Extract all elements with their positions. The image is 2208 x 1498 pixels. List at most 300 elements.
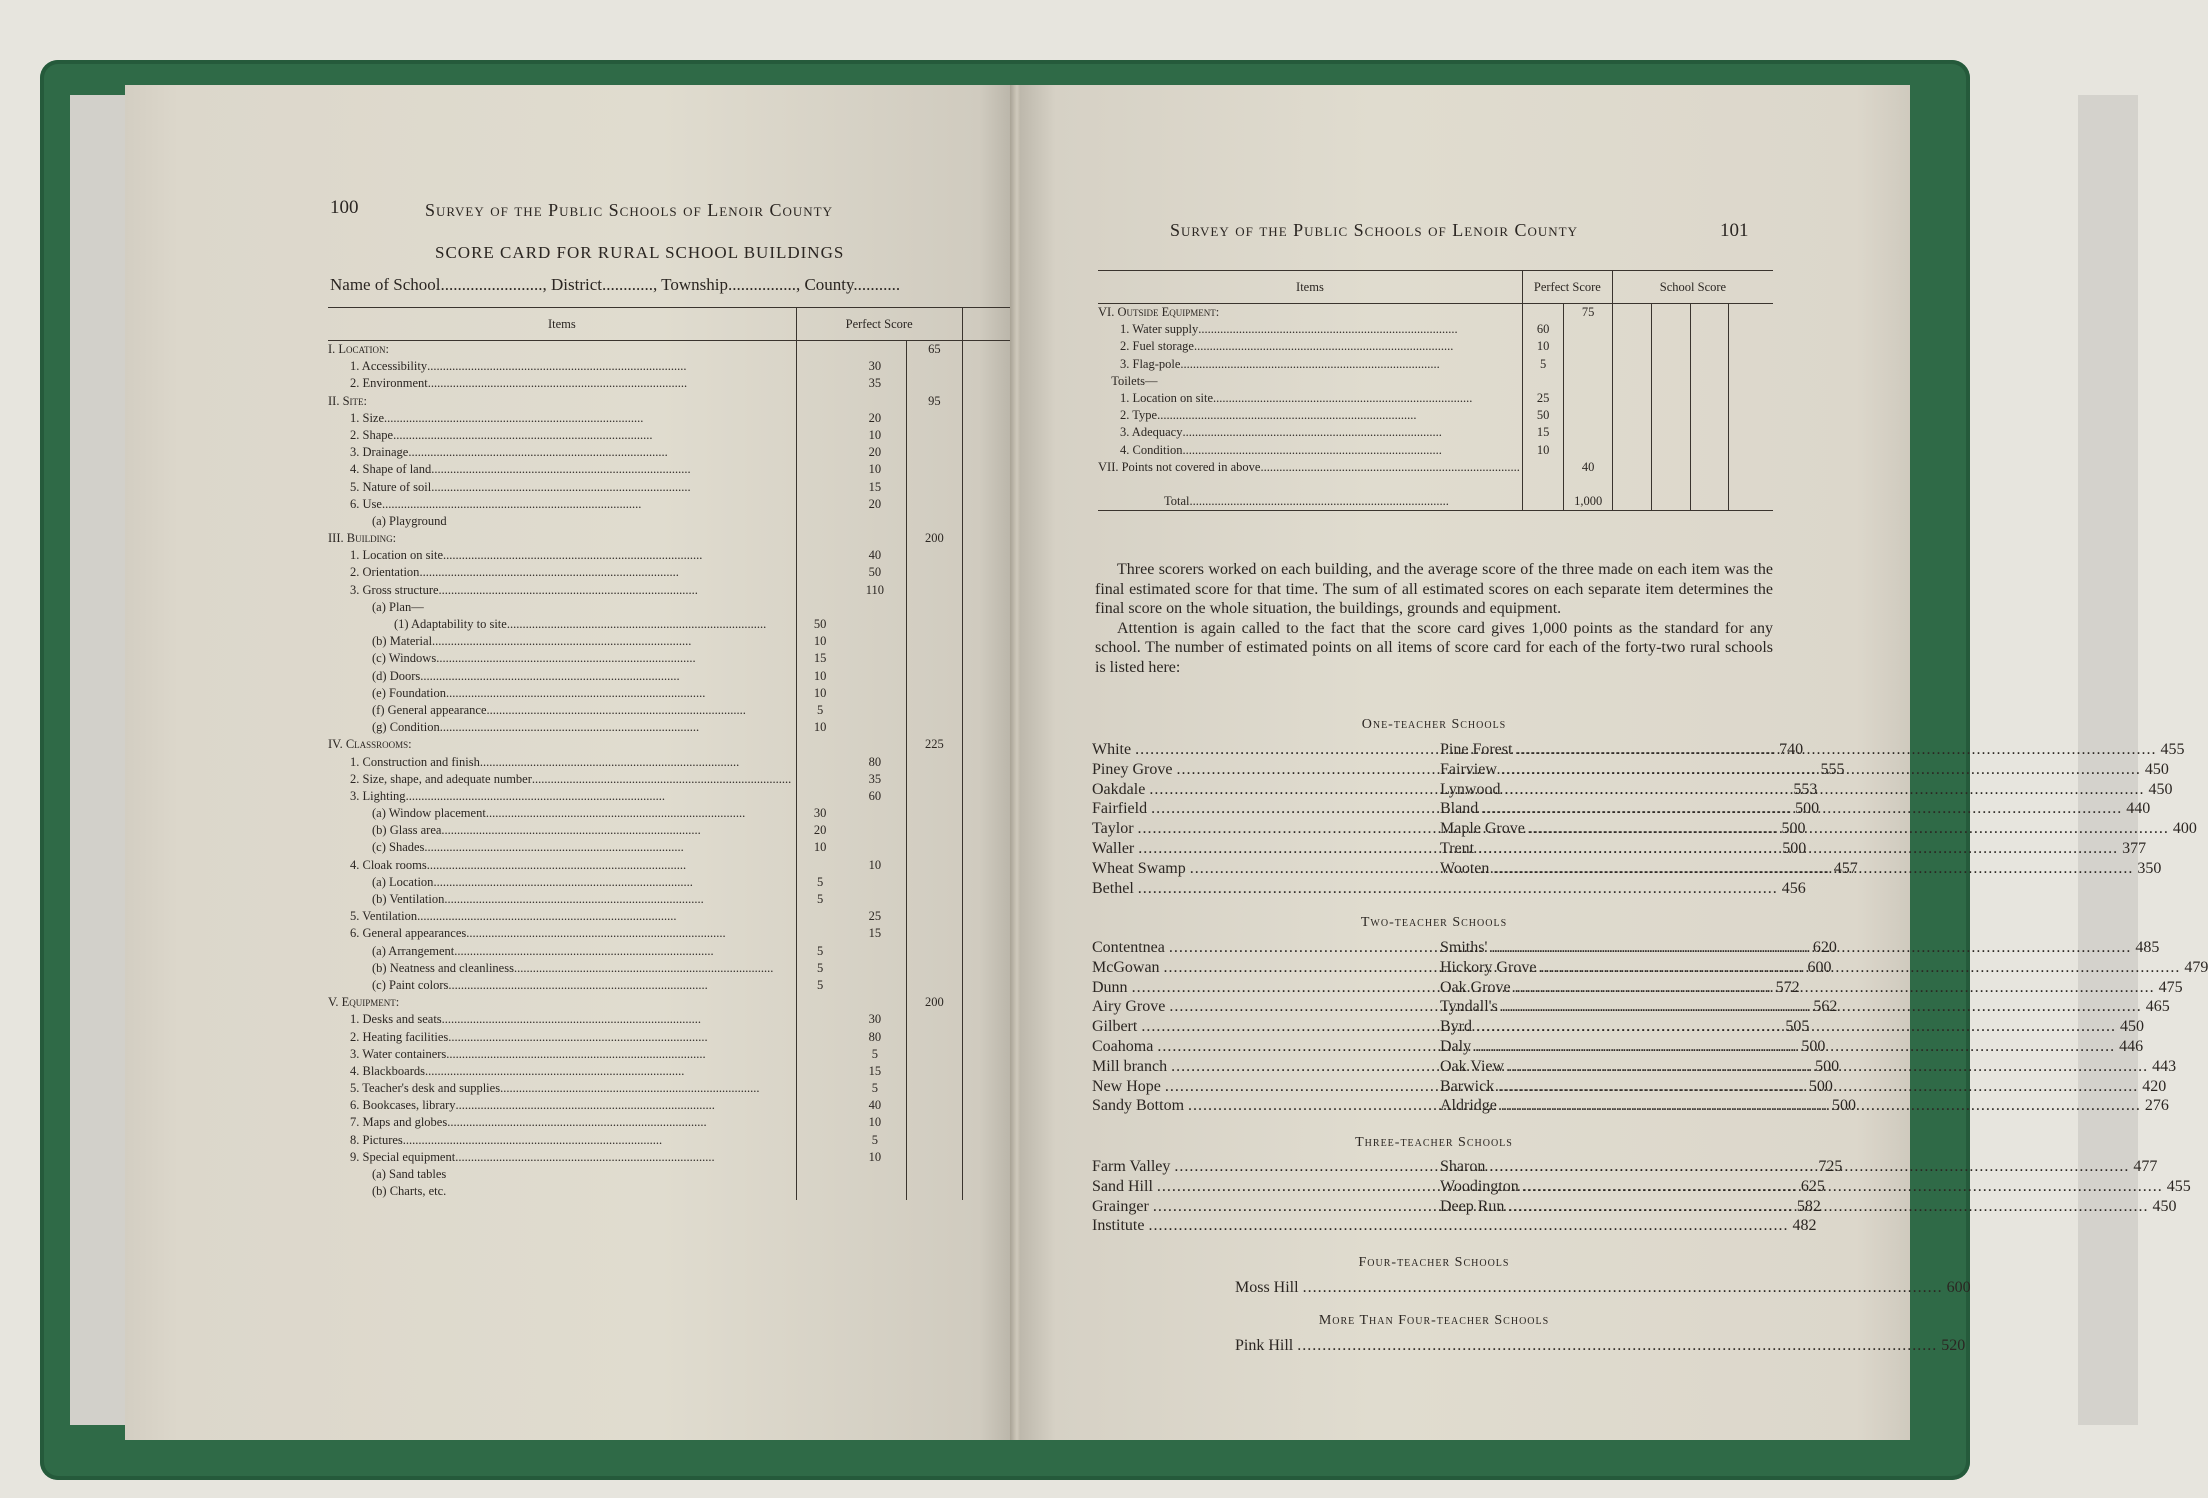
score-cell bbox=[843, 650, 906, 667]
score-cell bbox=[843, 668, 906, 685]
score-cell bbox=[907, 616, 962, 633]
score-cell: 10 bbox=[868, 1149, 882, 1164]
running-head-right: Survey of the Public Schools of Lenoir County bbox=[1170, 220, 1578, 240]
score-cell: 95 bbox=[907, 393, 962, 410]
score-cell bbox=[796, 736, 843, 753]
school-score-cell bbox=[1612, 304, 1651, 322]
school-name: Oak View bbox=[1440, 1057, 1505, 1075]
score-cell: 5 bbox=[796, 702, 843, 719]
school-score: 600 bbox=[1807, 958, 1832, 976]
school-score: 450 bbox=[2120, 1018, 2144, 1036]
item-label: 2. Size, shape, and adequate number................................................................................... bbox=[350, 771, 792, 786]
score-cell bbox=[1522, 304, 1564, 322]
score-cell bbox=[907, 358, 962, 375]
score-cell bbox=[907, 822, 962, 839]
score-cell: 30 bbox=[868, 359, 882, 374]
table-row bbox=[1098, 338, 1773, 355]
score-cell bbox=[907, 1114, 962, 1131]
score-cell bbox=[796, 513, 843, 530]
score-cell bbox=[843, 530, 906, 547]
school-score: 482 bbox=[1792, 1217, 1817, 1235]
item-label: (b) Ventilation................................................................................... bbox=[372, 892, 704, 906]
score-cell bbox=[796, 1080, 843, 1097]
item-label: 2. Shape................................................................................... bbox=[350, 427, 653, 442]
list-item bbox=[1092, 879, 1806, 899]
score-cell bbox=[843, 719, 906, 736]
school-score-cell bbox=[1651, 390, 1690, 407]
school-name: Taylor bbox=[1092, 820, 1134, 838]
table-row bbox=[1098, 356, 1773, 373]
item-label: 5. Teacher's desk and supplies................................................................................... bbox=[350, 1081, 760, 1096]
score-cell bbox=[796, 1029, 843, 1046]
item-label: 5. Ventilation................................................................................... bbox=[350, 909, 677, 924]
score-cell bbox=[1522, 373, 1564, 390]
school-score-cell bbox=[1690, 338, 1729, 355]
item-label: (a) Window placement................................................................................... bbox=[372, 806, 746, 821]
score-cell bbox=[843, 513, 906, 530]
item-label: 2. Heating facilities................................................................................... bbox=[350, 1029, 708, 1044]
table-row bbox=[1098, 304, 1773, 322]
school-name: Sand Hill bbox=[1092, 1177, 1153, 1195]
item-label: 2. Fuel storage................................................................................... bbox=[1120, 339, 1454, 354]
score-cell bbox=[907, 805, 962, 822]
score-cell bbox=[843, 702, 906, 719]
school-name: Smiths' bbox=[1440, 939, 1488, 956]
item-label: Toilets— bbox=[1111, 373, 1158, 388]
page-number: 100 bbox=[330, 197, 359, 218]
score-cell bbox=[796, 1132, 843, 1149]
score-cell bbox=[1564, 338, 1612, 355]
four-teacher-heading: Four-teacher Schools bbox=[1358, 1255, 1510, 1270]
item-label: (b) Charts, etc. bbox=[372, 1184, 447, 1199]
score-cell: 20 bbox=[796, 822, 843, 839]
school-score-cell bbox=[1612, 407, 1651, 424]
school-score-cell bbox=[1690, 373, 1729, 390]
school-score-cell bbox=[1729, 338, 1773, 355]
item-label: 2. Orientation................................................................................... bbox=[350, 565, 679, 580]
score-cell bbox=[796, 771, 843, 788]
school-score: 450 bbox=[2148, 780, 2173, 798]
col-items-right: Items bbox=[1098, 271, 1522, 304]
school-score: 350 bbox=[2137, 859, 2162, 877]
score-cell bbox=[843, 599, 906, 616]
item-label: 1. Location on site................................................................................... bbox=[1120, 390, 1473, 405]
item-label: (c) Windows................................................................................... bbox=[372, 651, 696, 666]
score-cell bbox=[796, 427, 843, 444]
score-cell bbox=[796, 444, 843, 461]
school-score: 446 bbox=[2119, 1037, 2144, 1055]
school-score-cell bbox=[1651, 407, 1690, 424]
score-cell bbox=[907, 908, 962, 925]
table-row bbox=[1098, 390, 1773, 407]
item-label: (c) Paint colors................................................................................... bbox=[372, 977, 708, 992]
item-label: 2. Environment................................................................................... bbox=[350, 376, 688, 391]
school-score: 725 bbox=[1818, 1158, 1843, 1175]
score-cell bbox=[1522, 476, 1564, 493]
score-cell bbox=[796, 788, 843, 805]
school-name: Oakdale bbox=[1092, 780, 1146, 798]
item-label: (1) Adaptability to site................................................................................... bbox=[394, 617, 767, 631]
paragraph-2: Attention is again called to the fact that the score card gives 1,000 points as the standard for any school. The number of estimated points on all items of score card for each of the forty-two rural schools is listed here: bbox=[1095, 619, 1773, 676]
school-score-cell bbox=[1690, 476, 1729, 493]
school-score-cell bbox=[1612, 476, 1651, 493]
score-cell bbox=[907, 1029, 962, 1046]
school-name: Wheat Swamp bbox=[1092, 859, 1186, 877]
score-cell: 25 bbox=[1522, 390, 1564, 407]
score-cell: 80 bbox=[868, 754, 882, 769]
score-cell bbox=[1564, 356, 1612, 373]
item-label: 4. Blackboards................................................................................... bbox=[350, 1063, 685, 1078]
school-name: Institute bbox=[1092, 1217, 1145, 1235]
score-cell: 80 bbox=[868, 1029, 882, 1044]
school-name: Lynwood bbox=[1440, 780, 1501, 798]
table-row bbox=[1098, 493, 1773, 511]
school-score: 740 bbox=[1779, 741, 1804, 758]
school-score: 400 bbox=[2172, 820, 2197, 838]
score-cell bbox=[907, 874, 962, 891]
score-cell bbox=[907, 960, 962, 977]
item-label: 1. Accessibility................................................................................... bbox=[350, 359, 687, 374]
score-cell bbox=[1564, 407, 1612, 424]
score-cell bbox=[907, 1011, 962, 1028]
school-score: 500 bbox=[1781, 820, 1806, 838]
score-cell bbox=[843, 393, 906, 410]
score-cell: 30 bbox=[796, 805, 843, 822]
score-cell bbox=[907, 1183, 962, 1200]
item-label: 7. Maps and globes................................................................................... bbox=[350, 1115, 707, 1130]
item-label: VI. Outside Equipment: bbox=[1098, 305, 1220, 319]
score-cell: 1,000 bbox=[1564, 493, 1612, 511]
school-score: 500 bbox=[1808, 1077, 1833, 1095]
score-cell: 10 bbox=[868, 857, 882, 872]
score-cell: 50 bbox=[1522, 407, 1564, 424]
item-label: 3. Drainage................................................................................... bbox=[350, 445, 668, 460]
score-cell: 10 bbox=[796, 685, 843, 702]
score-cell: 10 bbox=[1522, 338, 1564, 355]
score-cell bbox=[907, 702, 962, 719]
school-score: 450 bbox=[2144, 760, 2169, 778]
score-cell bbox=[1564, 476, 1612, 493]
score-cell: 10 bbox=[868, 462, 882, 477]
school-score: 485 bbox=[2135, 939, 2160, 956]
score-cell: 35 bbox=[868, 376, 882, 391]
table-row bbox=[1098, 424, 1773, 441]
school-score-cell bbox=[1612, 356, 1651, 373]
running-head: Survey of the Public Schools of Lenoir County bbox=[425, 200, 833, 220]
score-cell bbox=[796, 358, 843, 375]
school-name: Barwick bbox=[1440, 1077, 1495, 1095]
score-cell: 5 bbox=[1522, 356, 1564, 373]
school-score: 377 bbox=[2122, 839, 2147, 857]
score-cell bbox=[907, 685, 962, 702]
school-name: Bland bbox=[1440, 800, 1479, 818]
item-label: IV. Classrooms: bbox=[328, 737, 412, 752]
school-name: Woodington bbox=[1440, 1177, 1519, 1195]
score-cell bbox=[907, 496, 962, 513]
score-cell: 5 bbox=[796, 874, 843, 891]
item-label: V. Equipment: bbox=[328, 995, 400, 1010]
score-cell bbox=[796, 857, 843, 874]
score-cell: 5 bbox=[796, 891, 843, 908]
score-cell bbox=[796, 393, 843, 410]
school-score-cell bbox=[1612, 442, 1651, 459]
score-cell bbox=[907, 650, 962, 667]
score-cell bbox=[1564, 321, 1612, 338]
score-cell bbox=[1564, 442, 1612, 459]
school-score: 572 bbox=[1775, 978, 1800, 996]
school-name: Dunn bbox=[1092, 978, 1128, 996]
score-cell bbox=[843, 736, 906, 753]
school-score-cell bbox=[1612, 373, 1651, 390]
score-cell bbox=[907, 771, 962, 788]
score-cell bbox=[843, 633, 906, 650]
school-score-cell bbox=[1651, 493, 1690, 511]
score-cell: 35 bbox=[868, 771, 882, 786]
school-score-cell bbox=[1612, 338, 1651, 355]
school-score-cell bbox=[1651, 476, 1690, 493]
score-cell: 40 bbox=[868, 1098, 882, 1113]
school-score: 276 bbox=[2144, 1097, 2169, 1115]
score-cell bbox=[796, 925, 843, 942]
item-label: (b) Glass area................................................................................... bbox=[372, 823, 701, 838]
score-cell bbox=[907, 788, 962, 805]
score-cell: 60 bbox=[1522, 321, 1564, 338]
score-cell bbox=[843, 822, 906, 839]
item-label: 1. Location on site................................................................................... bbox=[350, 548, 703, 563]
item-label: 5. Nature of soil................................................................................... bbox=[350, 479, 691, 494]
school-score-cell bbox=[1651, 304, 1690, 322]
score-cell: 30 bbox=[868, 1012, 882, 1027]
score-cell bbox=[796, 1149, 843, 1166]
school-score-cell bbox=[1729, 493, 1773, 511]
score-cell bbox=[796, 479, 843, 496]
item-label: 3. Lighting................................................................................... bbox=[350, 788, 665, 803]
score-cell bbox=[796, 1114, 843, 1131]
school-score-cell bbox=[1690, 493, 1729, 511]
school-score-cell bbox=[1690, 390, 1729, 407]
score-cell bbox=[907, 479, 962, 496]
school-score-cell bbox=[1690, 304, 1729, 322]
score-cell: 75 bbox=[1564, 304, 1612, 322]
school-name: New Hope bbox=[1092, 1077, 1161, 1095]
item-label: (a) Playground bbox=[372, 513, 447, 528]
score-cell bbox=[843, 1166, 906, 1183]
item-label: 3. Water containers................................................................................... bbox=[350, 1046, 706, 1061]
score-cell bbox=[907, 564, 962, 581]
school-score-cell bbox=[1690, 356, 1729, 373]
school-name: Daly bbox=[1440, 1037, 1472, 1055]
score-cell bbox=[1522, 493, 1564, 511]
score-cell bbox=[907, 1046, 962, 1063]
two-teacher-heading: Two-teacher Schools bbox=[1360, 915, 1508, 930]
score-cell bbox=[907, 925, 962, 942]
list-item: Pink Hill ..... 520 bbox=[1235, 1336, 1565, 1356]
score-cell: 5 bbox=[871, 1132, 878, 1147]
school-score: 455 bbox=[2160, 741, 2185, 758]
score-cell: 15 bbox=[868, 479, 882, 494]
school-score: 420 bbox=[2142, 1077, 2167, 1095]
school-score: 457 bbox=[1833, 859, 1858, 877]
paragraph-1: Three scorers worked on each building, and the average score of the three made on each item was the final estimated score for that time. The sum of all estimated scores on each separate item determines the final score on the whole situation, the buildings, grounds and equipment. bbox=[1095, 561, 1773, 617]
score-cell bbox=[907, 754, 962, 771]
score-cell bbox=[843, 994, 906, 1011]
score-cell bbox=[907, 633, 962, 650]
score-cell bbox=[907, 857, 962, 874]
item-label: 3. Gross structure................................................................................... bbox=[350, 582, 698, 597]
score-cell: 50 bbox=[796, 616, 843, 633]
item-label: 1. Water supply................................................................................... bbox=[1120, 322, 1458, 337]
item-label: (a) Location................................................................................... bbox=[372, 874, 693, 889]
school-score: 620 bbox=[1812, 939, 1837, 956]
score-cell: 5 bbox=[871, 1081, 878, 1096]
school-name: Piney Grove bbox=[1092, 760, 1173, 778]
school-score-cell bbox=[1612, 424, 1651, 441]
score-cell bbox=[907, 444, 962, 461]
school-score-cell bbox=[1651, 424, 1690, 441]
school-score: 443 bbox=[2152, 1057, 2177, 1075]
item-label: (a) Plan— bbox=[372, 599, 424, 614]
score-cell bbox=[843, 891, 906, 908]
score-cell bbox=[907, 719, 962, 736]
school-name: Fairfield bbox=[1092, 800, 1148, 818]
item-label: 9. Special equipment................................................................................... bbox=[350, 1149, 715, 1164]
score-cell bbox=[843, 616, 906, 633]
col-items: Items bbox=[328, 308, 796, 341]
score-cell bbox=[843, 341, 906, 359]
school-score: 562 bbox=[1813, 998, 1838, 1016]
school-score-cell bbox=[1651, 459, 1690, 476]
score-cell bbox=[796, 410, 843, 427]
score-cell bbox=[907, 1166, 962, 1183]
score-cell bbox=[843, 977, 906, 994]
item-label: (a) Sand tables bbox=[372, 1167, 447, 1181]
score-cell bbox=[1564, 390, 1612, 407]
school-score-cell bbox=[1729, 304, 1773, 322]
score-cell bbox=[1564, 373, 1612, 390]
score-cell: 40 bbox=[1564, 459, 1612, 476]
name-of-school-line: Name of School........................, District............, Township................, County........... bbox=[330, 275, 901, 294]
school-score-cell bbox=[1690, 442, 1729, 459]
score-cell bbox=[907, 943, 962, 960]
school-score-cell bbox=[1690, 459, 1729, 476]
score-cell bbox=[796, 496, 843, 513]
score-cell: 15 bbox=[868, 1063, 882, 1078]
item-label: 4. Shape of land................................................................................... bbox=[350, 462, 691, 477]
school-score: 450 bbox=[2152, 1197, 2177, 1215]
score-cell bbox=[796, 564, 843, 581]
school-name: Deep Run bbox=[1440, 1197, 1505, 1215]
school-name: Oak Grove bbox=[1440, 978, 1511, 996]
col-school-score-right: School Score bbox=[1612, 271, 1773, 304]
school-score-cell bbox=[1729, 373, 1773, 390]
school-name: Contentnea bbox=[1092, 939, 1165, 956]
item-label: 1. Desks and seats................................................................................... bbox=[350, 1012, 702, 1027]
school-score: 477 bbox=[2133, 1158, 2158, 1175]
school-score-cell bbox=[1729, 442, 1773, 459]
score-cell bbox=[796, 1183, 843, 1200]
school-score: 553 bbox=[1793, 780, 1818, 798]
score-cell bbox=[907, 547, 962, 564]
score-cell bbox=[796, 908, 843, 925]
school-name: Byrd bbox=[1440, 1018, 1472, 1036]
school-score: 625 bbox=[1800, 1177, 1825, 1195]
score-cell: 110 bbox=[865, 582, 885, 597]
score-cell: 10 bbox=[868, 1115, 882, 1130]
score-cell bbox=[907, 410, 962, 427]
table-row bbox=[1098, 373, 1773, 390]
more-than-four-list bbox=[1235, 1336, 1966, 1356]
school-score-cell bbox=[1729, 459, 1773, 476]
item-label: 8. Pictures................................................................................... bbox=[350, 1132, 663, 1147]
score-cell: 15 bbox=[868, 926, 882, 941]
item-label: (g) Condition................................................................................... bbox=[372, 720, 700, 735]
item-label: (d) Doors................................................................................... bbox=[372, 668, 680, 683]
school-score-cell bbox=[1690, 407, 1729, 424]
school-name: Pine Forest bbox=[1440, 741, 1513, 758]
score-cell: 40 bbox=[868, 548, 882, 563]
score-cell: 20 bbox=[868, 445, 882, 460]
school-score-cell bbox=[1651, 356, 1690, 373]
score-cell: 10 bbox=[796, 668, 843, 685]
school-name: Fairview bbox=[1440, 760, 1497, 778]
score-cell: 10 bbox=[1522, 442, 1564, 459]
school-score: 500 bbox=[1782, 839, 1807, 857]
school-score-cell bbox=[1612, 321, 1651, 338]
score-cell bbox=[907, 668, 962, 685]
school-score: 500 bbox=[1832, 1097, 1857, 1115]
score-cell: 5 bbox=[871, 1046, 878, 1061]
score-cell: 15 bbox=[1522, 424, 1564, 441]
item-label: I. Location: bbox=[328, 342, 390, 356]
col-perfect-score-right: Perfect Score bbox=[1522, 271, 1612, 304]
school-score: 500 bbox=[1795, 800, 1820, 818]
school-score-cell bbox=[1690, 424, 1729, 441]
score-cell bbox=[796, 341, 843, 359]
left-page bbox=[125, 85, 1015, 1440]
item-label: 6. Bookcases, library................................................................................... bbox=[350, 1098, 715, 1113]
score-cell bbox=[843, 1183, 906, 1200]
school-score: 582 bbox=[1796, 1197, 1821, 1215]
item-label: (e) Foundation................................................................................... bbox=[372, 685, 706, 700]
score-cell bbox=[796, 582, 843, 599]
score-cell: 20 bbox=[868, 410, 882, 425]
school-score-cell bbox=[1729, 407, 1773, 424]
score-cell bbox=[796, 375, 843, 392]
school-name: Tyndall's bbox=[1440, 998, 1498, 1016]
score-cell bbox=[796, 461, 843, 478]
score-cell bbox=[843, 685, 906, 702]
score-cell bbox=[907, 461, 962, 478]
item-label: 1. Size................................................................................... bbox=[350, 410, 644, 425]
score-cell bbox=[907, 1063, 962, 1080]
school-score-cell bbox=[1729, 356, 1773, 373]
col-perfect-score: Perfect Score bbox=[796, 308, 962, 341]
right-page bbox=[1020, 85, 2208, 1440]
item-label: 6. General appearances................................................................................... bbox=[350, 926, 726, 941]
school-name: Grainger bbox=[1092, 1197, 1149, 1215]
school-score-cell bbox=[1651, 373, 1690, 390]
school-name: Sandy Bottom bbox=[1092, 1097, 1185, 1115]
school-name: McGowan bbox=[1092, 958, 1160, 976]
school-score-cell bbox=[1651, 442, 1690, 459]
score-cell: 60 bbox=[868, 788, 882, 803]
table-row bbox=[1098, 442, 1773, 459]
school-score: 500 bbox=[1801, 1037, 1826, 1055]
school-name: Sharon bbox=[1440, 1158, 1486, 1175]
score-card-title: SCORE CARD FOR RURAL SCHOOL BUILDINGS bbox=[435, 243, 845, 262]
explanation-text bbox=[1095, 560, 1773, 677]
score-cell: 200 bbox=[907, 994, 962, 1011]
